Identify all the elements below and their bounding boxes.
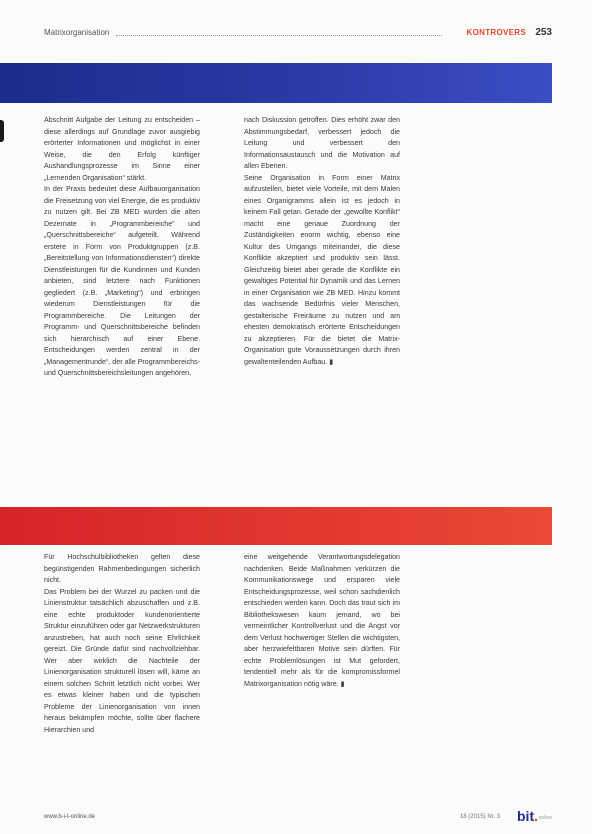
article-column-2: [244, 115, 400, 368]
article-column-3: [44, 552, 200, 736]
logo-subtext: online: [538, 815, 552, 821]
blue-band: [0, 63, 552, 103]
paragraph: eine weitgehende Verantwortungsdelegation nachdenken. Beide Maßnahmen verkürzen die Kommunikationswege und ersparen viele Entscheidungsprozesse, weil schon sachdienlich entschieden werden kann. Doch das traut sich im Bibliothekswesen kaum jemand, wo bei vermeintlicher Kontrollverlust und die Angst vor dem Verlust hochwertiger Stellen die wichtigsten, aber herzwiefeltbaren Motive sein dürften. Für echte Problemlösungen ist Mut gefordert, tendentiell mehr als für die kompromissformel Matrixorganisation nötig wäre. ▮: [244, 553, 400, 688]
paragraph: In der Praxis bedeutet diese Aufbauorganisation die Freisetzung von viel Energie, die es produktiv zu nutzen gilt. Bei ZB MED wurden die alten Dezernate in „Programmbereiche“ und „Querschnittsbereiche“ aufgeteilt. Während erstere in Form von Produktgruppen (z.B. „Bereitstellung von Informationsdiensten“) direkte Dienstleistungen für die Kundinnen und Kunden anbieten, sind letztere nach Funktionen gegliedert (z.B. „Marketing“) und erbringen wiederum Dienstleistungen für die Programmbereiche. Die Leitungen der Programm- und Querschnittsbereiche befinden sich hierarchisch auf einer Ebene. Entscheidungen werden zentral in der „Managementrunde“, der alle Programmbereichs- und Querschnittsbereichsleitungen angehören,: [44, 185, 200, 377]
page-footer: [44, 810, 552, 826]
header-dotted-rule: [116, 35, 442, 36]
article-column-1: [44, 115, 200, 380]
paragraph: Für Hochschulbibliotheken gelten diese begünstigenden Rahmenbedingungen sicherlich nicht.: [44, 553, 200, 584]
article-column-4: [244, 552, 400, 690]
paragraph: Seine Organisation in Form einer Matrix aufzustellen, bietet viele Vorteile, mit dem Malen eines Organigramms allein ist es jedoch in keinem Fall getan. Gerade der „gewollte Konflikt“ macht eine genaue Zuordnung der Zuständigkeiten enorm wichtig, ebenso eine Kultur des Umgangs miteinander, die diese Konflikte akzeptiert und produktiv sein lässt. Gleichzeitig bietet aber gerade die Konflikte ein gewaltiges Potential für Dynamik und das Lernen in einer Organisation wie ZB MED. Hinzu kommt das wachsende Bedürfnis vieler Menschen, gestalterische Freiräume zu nutzen und am ehesten demokratisch erörterte Entscheidungen zu akzeptieren. Für die bietet die Matrix-Organisation gute Voraussetzungen durch ihren gewaltenteilenden Aufbau. ▮: [244, 173, 400, 366]
red-band: [0, 507, 552, 545]
page-number: 253: [535, 27, 552, 38]
running-header: [44, 28, 552, 42]
logo-text: bit: [517, 808, 535, 824]
footer-issue: 18 (2015) Nr. 3: [459, 814, 500, 820]
footer-url[interactable]: www.b-i-t-online.de: [44, 814, 96, 820]
binding-mark: [0, 120, 4, 142]
paragraph: Das Problem bei der Wurzel zu packen und die Linienstruktur tatsächlich abzuschaffen und z.B. eine echte produktoder kundenorientierte Struktur einzuführen oder gar Netzwerkstrukturen anzustreben, hat auch noch seine Ehrlichkeit gereizt. Die Gründe dafür sind nachvollziehbar. Wer aber wirklich die Nachteile der Linienorganisation strukturell lösen will, käme an einem solchen Schritt letztlich nicht vorbei. Wer es etwas kleiner haben und die typischen Probleme der Linienorganisation von innen heraus bekämpfen möchte, sollte über flachere Hierarchien und: [44, 587, 200, 734]
logo-dot: .: [534, 808, 538, 824]
paragraph: nach Diskussion getroffen. Dies erhöht zwar den Abstimmungsbedarf, verbessert jedoch die Leitung und verbessert den Informationsaustausch und die Motivation auf allen Ebenen.: [244, 116, 400, 170]
category-label: KONTROVERS: [466, 28, 526, 37]
section-title: Matrixorganisation: [44, 28, 110, 37]
paragraph: Abschnitt Aufgabe der Leitung zu entscheiden – diese allerdings auf Grundlage zuvor ausgiebig erörterter Informationen und möglichst in einer Weise, die den Erfolg künftiger Aushandlungsprozesse im Sinne einer „Lernenden Organisation“ stärkt.: [44, 116, 200, 182]
bit-online-logo: [517, 808, 538, 824]
